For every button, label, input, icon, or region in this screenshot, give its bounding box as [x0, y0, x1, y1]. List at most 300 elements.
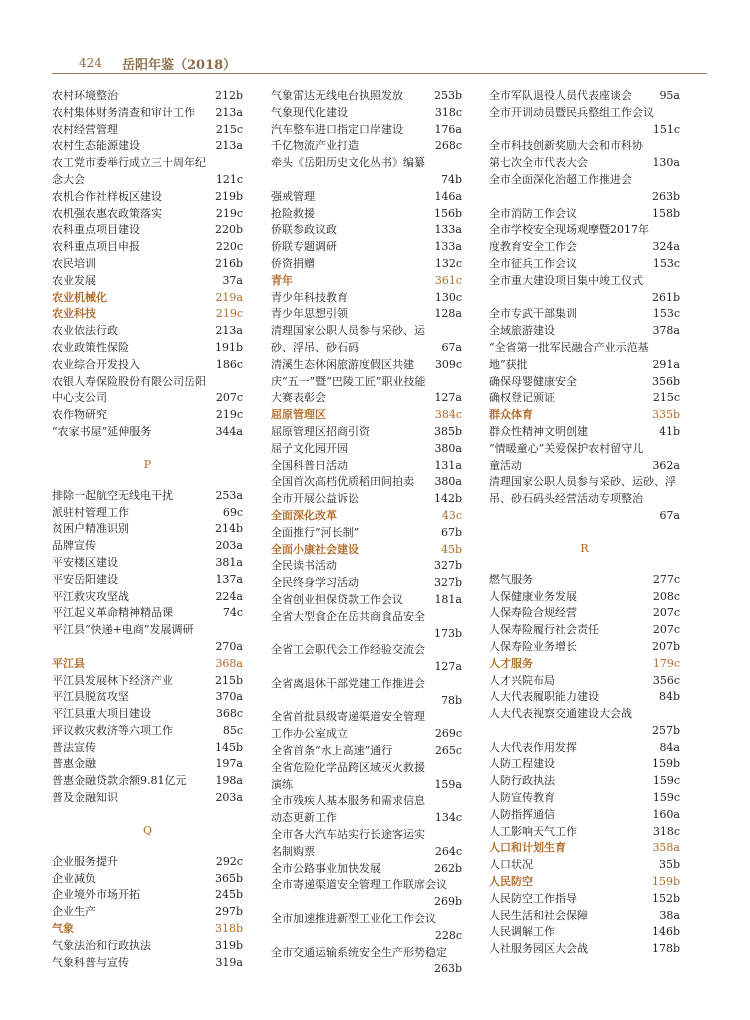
entry-page: 327b — [433, 559, 462, 573]
entry-text: “情暖童心”关爱保护农村留守儿童活动 — [489, 441, 644, 472]
entry-page: 344a — [215, 424, 243, 438]
entry-page: 142b — [433, 492, 462, 506]
index-entry — [489, 790, 680, 807]
entry-text: 农村生态能源建设 — [52, 139, 140, 153]
entry-page: 368c — [215, 707, 243, 721]
entry-page: 197a — [215, 757, 243, 771]
entry-page: 198a — [215, 774, 243, 788]
entry-page: 207b — [651, 639, 680, 653]
entry-page: 270a — [215, 639, 243, 653]
entry-page: 335b — [651, 408, 680, 422]
entry-page: 37a — [222, 273, 243, 287]
entry-text: 普及金融知识 — [52, 791, 118, 805]
index-entry — [489, 891, 680, 908]
index-heading — [52, 656, 243, 673]
index-heading — [271, 273, 462, 290]
index-entry — [271, 760, 462, 794]
entry-text: 农业发展 — [52, 273, 96, 287]
entry-page: 146a — [434, 189, 462, 203]
index-entry — [489, 138, 680, 172]
entry-text: 人防指挥通信 — [489, 807, 555, 821]
index-entry — [489, 273, 680, 307]
index-entry — [52, 572, 243, 589]
index-entry — [489, 323, 680, 340]
entry-text: 农银人寿保险股份有限公司岳阳中心支公司 — [52, 374, 206, 405]
entry-page: 253a — [215, 488, 243, 502]
entry-text: 人大代表履职能力建设 — [489, 690, 599, 704]
entry-page: 69c — [222, 505, 243, 519]
entry-text: 平江县脱贫攻坚 — [52, 690, 129, 704]
entry-text: 农村经营管理 — [52, 122, 118, 136]
entry-page: 84b — [658, 690, 680, 704]
entry-page: 220b — [214, 223, 243, 237]
entry-text: 排除一起航空无线电干扰 — [52, 488, 173, 502]
entry-page: 203a — [215, 539, 243, 553]
entry-text: 全国首次高档优质稻田间拍卖 — [271, 475, 414, 489]
entry-text: 平江起义革命精神精品课 — [52, 606, 173, 620]
entry-page: 186c — [215, 357, 243, 371]
entry-page: 214b — [214, 522, 243, 536]
index-entry — [52, 505, 243, 522]
entry-text: 农业依法行政 — [52, 324, 118, 338]
entry-text: 气象科普与宣传 — [52, 955, 129, 969]
entry-page: 208c — [652, 589, 680, 603]
index-entry — [52, 357, 243, 374]
index-entry — [52, 756, 243, 773]
entry-page: 265c — [434, 744, 462, 758]
index-column-3 — [489, 88, 680, 958]
entry-page: 212b — [214, 89, 243, 102]
index-entry — [271, 256, 462, 273]
entry-text: 人防工程建设 — [489, 757, 555, 771]
entry-text: 平江县重大项目建设 — [52, 707, 151, 721]
entry-page: 121c — [215, 172, 243, 186]
entry-page: 84a — [659, 740, 680, 754]
entry-page: 213a — [215, 324, 243, 338]
entry-text: 普惠金融 — [52, 757, 96, 771]
index-entry — [489, 256, 680, 273]
entry-page: 179c — [652, 656, 680, 670]
index-heading — [271, 542, 462, 559]
index-entry — [271, 743, 462, 760]
entry-page: 215c — [652, 391, 680, 405]
entry-text: 全民读书活动 — [271, 559, 337, 573]
entry-text: 农作物研究 — [52, 408, 107, 422]
entry-page: 297b — [214, 905, 243, 919]
entry-text: 农村环境整治 — [52, 89, 118, 102]
index-entry — [489, 474, 680, 524]
index-entry — [271, 945, 462, 979]
entry-text: 全市全面深化治超工作推进会 — [489, 172, 632, 186]
index-entry — [489, 924, 680, 941]
entry-text: 全省离退休干部党建工作推进会 — [271, 676, 425, 690]
index-entry — [271, 290, 462, 307]
entry-page: 78b — [440, 693, 462, 707]
index-entry — [52, 138, 243, 155]
entry-text: 全省首条“水上高速”通行 — [271, 744, 393, 758]
entry-text: 确保母婴健康安全 — [489, 374, 577, 388]
entry-page: 213a — [215, 105, 243, 119]
entry-text: 人大代表作用发挥 — [489, 740, 577, 754]
entry-text: 屈子文化园开园 — [271, 441, 348, 455]
index-entry — [489, 206, 680, 223]
entry-text: 全市学校安全现场观摩暨2017年度教育安全工作会 — [489, 223, 649, 254]
entry-text: 人口状况 — [489, 858, 533, 872]
entry-text: 农机强农惠农政策落实 — [52, 206, 162, 220]
index-entry — [489, 441, 680, 475]
entry-page: 132c — [434, 256, 462, 270]
entry-page: 381a — [215, 555, 243, 569]
entry-text: 青年 — [271, 273, 293, 287]
index-entry — [489, 424, 680, 441]
entry-text: 全省首批县级寄递渠道安全管理工作办公室成立 — [271, 710, 425, 741]
index-entry — [52, 239, 243, 256]
entry-page: 159c — [652, 774, 680, 788]
entry-page: 216b — [214, 256, 243, 270]
entry-page: 207c — [652, 606, 680, 620]
index-entry — [271, 424, 462, 441]
entry-page: 219a — [215, 290, 243, 304]
entry-page: 207c — [215, 391, 243, 405]
index-entry — [271, 206, 462, 223]
index-entry — [271, 592, 462, 609]
entry-text: 人民生活和社会保障 — [489, 908, 588, 922]
entry-page: 159a — [434, 777, 462, 791]
index-entry — [271, 558, 462, 575]
index-heading — [271, 407, 462, 424]
index-entry — [52, 871, 243, 888]
index-entry — [52, 790, 243, 807]
entry-text: 农工党市委举行成立三十周年纪念大会 — [52, 156, 206, 186]
entry-page: 292c — [215, 854, 243, 868]
index-entry — [271, 793, 462, 827]
index-entry — [489, 773, 680, 790]
entry-page: 269c — [434, 727, 462, 741]
entry-page: 385b — [433, 424, 462, 438]
entry-page: 203a — [215, 791, 243, 805]
entry-text: 屈原管理区招商引资 — [271, 424, 370, 438]
index-entry — [52, 605, 243, 622]
index-entry — [271, 525, 462, 542]
entry-page: 156b — [433, 206, 462, 220]
entry-text: 农科重点项目申报 — [52, 240, 140, 254]
entry-page: 127a — [434, 391, 462, 405]
index-entry — [489, 105, 680, 139]
entry-page: 130a — [652, 156, 680, 170]
entry-text: 抢险救援 — [271, 206, 315, 220]
entry-text: 人民防空 — [489, 875, 533, 889]
entry-page: 356b — [651, 374, 680, 388]
index-entry — [489, 572, 680, 589]
entry-text: 侨资捐赠 — [271, 256, 315, 270]
section-letter: Q — [142, 823, 153, 837]
index-heading — [489, 407, 680, 424]
index-column-1 — [52, 88, 243, 971]
entry-page: 181a — [434, 592, 462, 606]
index-heading — [271, 508, 462, 525]
index-entry — [52, 706, 243, 723]
index-entry — [52, 424, 243, 441]
entry-text: 人民调解工作 — [489, 925, 555, 939]
entry-page: 152b — [651, 891, 680, 905]
entry-text: 气象现代化建设 — [271, 105, 348, 119]
entry-text: 农机合作社样板区建设 — [52, 189, 162, 203]
index-heading — [52, 921, 243, 938]
entry-text: 人防宣传教育 — [489, 791, 555, 805]
entry-page: 159c — [652, 791, 680, 805]
entry-text: 确权登记颁证 — [489, 391, 555, 405]
entry-text: 千亿物流产业打造 — [271, 139, 359, 153]
index-entry — [52, 374, 243, 408]
entry-text: 人口和计划生育 — [489, 841, 566, 855]
entry-text: 群众体育 — [489, 408, 533, 422]
entry-page: 158b — [651, 206, 680, 220]
entry-text: 全市消防工作会议 — [489, 206, 577, 220]
entry-page: 215b — [214, 673, 243, 687]
index-entry — [271, 441, 462, 458]
entry-page: 74c — [222, 606, 243, 620]
entry-text: 农业综合开发投入 — [52, 357, 140, 371]
entry-text: 全市军队退役人员代表座谈会 — [489, 89, 632, 102]
index-column-2 — [271, 88, 462, 978]
section-letter: P — [143, 457, 152, 471]
entry-text: 汽车整车进口指定口岸建设 — [271, 122, 403, 136]
index-entry — [52, 105, 243, 122]
index-entry — [271, 458, 462, 475]
entry-page: 176a — [434, 122, 462, 136]
section-letter: R — [580, 541, 589, 555]
entry-text: 全市开训动员暨民兵整组工作会议 — [489, 105, 654, 119]
entry-text: 人工影响天气工作 — [489, 824, 577, 838]
page-header — [52, 53, 707, 74]
index-entry — [271, 861, 462, 878]
entry-page: 257b — [651, 723, 680, 737]
entry-text: 全民终身学习活动 — [271, 576, 359, 590]
index-entry — [489, 824, 680, 841]
index-entry — [271, 491, 462, 508]
entry-page: 35b — [658, 858, 680, 872]
index-entry — [489, 222, 680, 256]
index-entry — [489, 390, 680, 407]
index-entry — [489, 639, 680, 656]
entry-text: 人保寿险履行社会责任 — [489, 623, 599, 637]
index-entry — [52, 488, 243, 505]
index-heading — [489, 840, 680, 857]
entry-text: “农家书屋”延伸服务 — [52, 424, 152, 438]
book-title: 岳阳年鉴（2018） — [122, 58, 237, 73]
entry-text: 企业服务提升 — [52, 854, 118, 868]
index-entry — [271, 877, 462, 911]
entry-page: 219c — [215, 307, 243, 321]
index-entry — [271, 239, 462, 256]
entry-text: 气象雷达无线电台执照发放 — [271, 89, 403, 102]
entry-text: 全省大型食企在岳共商食品安全 — [271, 609, 425, 623]
entry-page: 153c — [652, 256, 680, 270]
entry-text: 平江县 — [52, 656, 85, 670]
entry-text: 全市寄递渠道安全管理工作联席会议 — [271, 878, 447, 892]
entry-text: 清溪生态休闲旅游度假区共建 — [271, 357, 414, 371]
entry-page: 153c — [652, 307, 680, 321]
entry-text: 气象法治和行政执法 — [52, 938, 151, 952]
entry-text: 平江救灾攻坚战 — [52, 589, 129, 603]
entry-text: 全国科普日活动 — [271, 458, 348, 472]
entry-text: 全市开展公益诉讼 — [271, 492, 359, 506]
entry-text: 屈原管理区 — [271, 408, 326, 422]
entry-page: 253b — [433, 89, 462, 102]
index-entry — [271, 105, 462, 122]
index-entry — [52, 189, 243, 206]
entry-page: 133a — [434, 240, 462, 254]
entry-text: 全市公路事业加快发展 — [271, 861, 381, 875]
entry-text: 侨联参政议政 — [271, 223, 337, 237]
entry-text: 派驻村管理工作 — [52, 505, 129, 519]
entry-page: 130c — [434, 290, 462, 304]
index-heading — [489, 656, 680, 673]
entry-text: 全面小康社会建设 — [271, 542, 359, 556]
entry-page: 245b — [214, 888, 243, 902]
entry-text: 农业科技 — [52, 307, 96, 321]
entry-page: 45b — [440, 542, 462, 556]
index-entry — [52, 904, 243, 921]
entry-page: 146b — [651, 925, 680, 939]
entry-page: 370a — [215, 690, 243, 704]
index-entry — [52, 740, 243, 757]
entry-text: 燃气服务 — [489, 572, 533, 586]
entry-page: 95a — [659, 89, 680, 102]
index-entry — [271, 709, 462, 743]
entry-page: 219c — [215, 408, 243, 422]
entry-text: 全市专武干部集训 — [489, 307, 577, 321]
index-entry — [52, 689, 243, 706]
entry-page: 384c — [434, 408, 462, 422]
entry-text: 平江县发展林下经济产业 — [52, 673, 173, 687]
entry-page: 220c — [215, 240, 243, 254]
entry-page: 41b — [658, 424, 680, 438]
entry-page: 319b — [214, 938, 243, 952]
entry-text: 农业政策性保险 — [52, 340, 129, 354]
index-entry — [271, 575, 462, 592]
entry-text: 全省工会职代会工作经验交流会 — [271, 643, 425, 657]
index-entry — [271, 374, 462, 408]
index-entry — [271, 609, 462, 643]
entry-page: 127a — [434, 660, 462, 674]
entry-page: 324a — [652, 240, 680, 254]
index-entry — [52, 538, 243, 555]
entry-text: 强戒管理 — [271, 189, 315, 203]
entry-page: 268c — [434, 139, 462, 153]
entry-page: 134c — [434, 811, 462, 825]
entry-page: 191b — [214, 340, 243, 354]
index-entry — [489, 673, 680, 690]
index-entry — [489, 340, 680, 374]
index-entry — [271, 474, 462, 491]
entry-text: 庆“五一”暨“巴陵工匠”职业技能大赛表彰会 — [271, 374, 426, 405]
entry-text: 人防行政执法 — [489, 774, 555, 788]
entry-text: 全市交通运输系统安全生产形势稳定 — [271, 945, 447, 959]
entry-page: 318b — [214, 922, 243, 936]
entry-text: 全市征兵工作会议 — [489, 256, 577, 270]
entry-page: 173b — [433, 626, 462, 640]
index-entry — [52, 589, 243, 606]
entry-page: 263b — [651, 189, 680, 203]
entry-text: 全面深化改革 — [271, 508, 337, 522]
entry-page: 159b — [651, 757, 680, 771]
entry-text: 平江县“快递+电商”发展调研 — [52, 623, 194, 637]
entry-text: 平安岳阳建设 — [52, 572, 118, 586]
entry-text: 企业生产 — [52, 905, 96, 919]
entry-text: 人社服务园区大会战 — [489, 942, 588, 956]
entry-page: 219c — [215, 206, 243, 220]
index-entry — [52, 407, 243, 424]
index-entry — [52, 521, 243, 538]
entry-page: 159b — [651, 875, 680, 889]
entry-page: 133a — [434, 223, 462, 237]
entry-text: 全省危险化学品跨区域灭火救援演练 — [271, 760, 425, 791]
entry-page: 137a — [215, 572, 243, 586]
entry-text: 平安楼区建设 — [52, 555, 118, 569]
entry-page: 291a — [652, 357, 680, 371]
entry-text: 农科重点项目建设 — [52, 223, 140, 237]
index-heading — [52, 290, 243, 307]
entry-page: 43c — [441, 508, 462, 522]
entry-text: 全市科技创新奖励大会和市科协第七次全市代表大会 — [489, 139, 643, 170]
index-entry — [52, 723, 243, 740]
entry-page: 368a — [215, 656, 243, 670]
entry-page: 228c — [434, 928, 462, 942]
index-entry — [271, 222, 462, 239]
entry-text: 清理国家公职人员参与采砂、运砂、浮吊、砂石码 — [271, 324, 425, 354]
index-entry — [52, 955, 243, 972]
entry-page: 380a — [434, 441, 462, 455]
entry-page: 319a — [215, 955, 243, 969]
entry-text: 全省创业担保贷款工作会议 — [271, 592, 403, 606]
index-entry — [271, 155, 462, 189]
index-entry — [271, 676, 462, 710]
index-entry — [52, 206, 243, 223]
entry-page: 263b — [433, 962, 462, 976]
index-entry — [271, 827, 462, 861]
index-entry — [489, 306, 680, 323]
index-entry — [271, 911, 462, 945]
entry-text: 气象 — [52, 922, 74, 936]
index-entry — [489, 172, 680, 206]
entry-text: 农村集体财务清查和审计工作 — [52, 105, 195, 119]
entry-page: 358a — [652, 841, 680, 855]
index-entry — [52, 273, 243, 290]
entry-text: 侨联专题调研 — [271, 240, 337, 254]
entry-text: 人才兴院布局 — [489, 673, 555, 687]
index-entry — [489, 589, 680, 606]
entry-text: “全省第一批军民融合产业示范基地”获批 — [489, 340, 649, 371]
entry-page: 67a — [659, 508, 680, 522]
index-entry — [271, 88, 462, 105]
entry-page: 365b — [214, 871, 243, 885]
entry-text: 全面推行“河长制” — [271, 525, 360, 539]
entry-text: 贫困户精准识别 — [52, 522, 129, 536]
entry-page: 309c — [434, 357, 462, 371]
entry-text: 清理国家公职人员参与采砂、运砂、浮吊、砂石码头经营活动专项整治 — [489, 475, 676, 506]
entry-text: 普法宣传 — [52, 740, 96, 754]
index-entry — [271, 138, 462, 155]
index-entry — [52, 887, 243, 904]
entry-text: 青少年思想引领 — [271, 307, 348, 321]
index-entry — [489, 706, 680, 740]
index-entry — [52, 673, 243, 690]
entry-text: 全域旅游建设 — [489, 324, 555, 338]
entry-page: 215c — [215, 122, 243, 136]
entry-text: 全市重大建设项目集中竣工仪式 — [489, 273, 643, 287]
entry-text: 评议救灾救济等六项工作 — [52, 723, 173, 737]
